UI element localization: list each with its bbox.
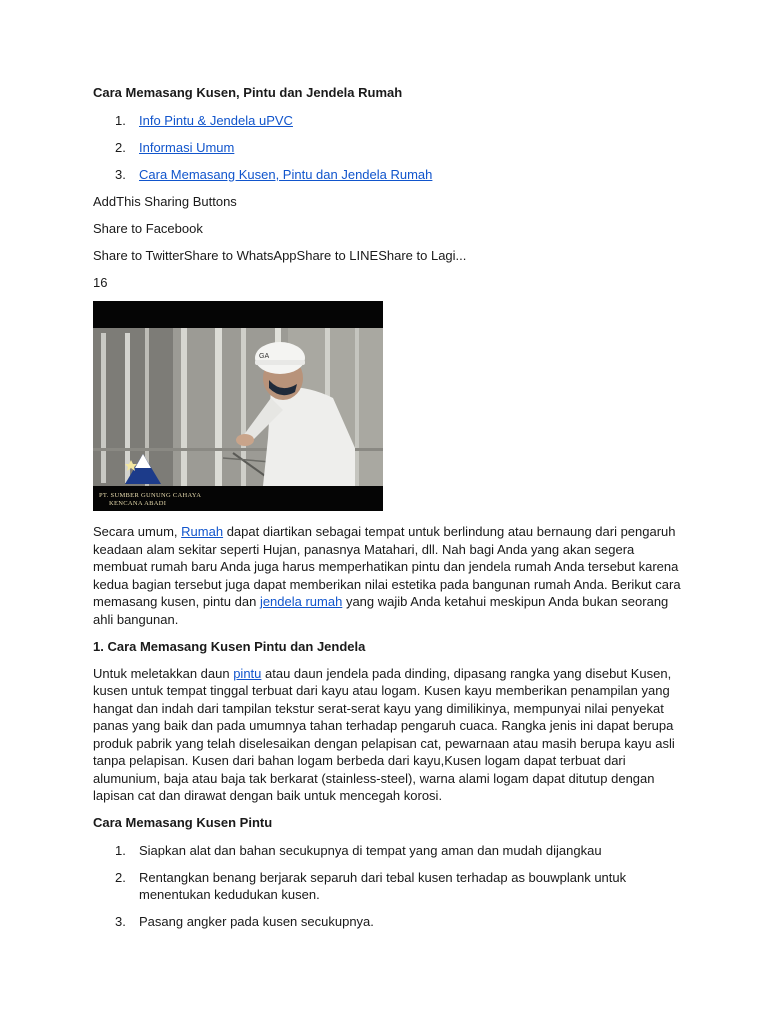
section-heading-2: Cara Memasang Kusen Pintu (93, 815, 273, 830)
intro-text: yang wajib Anda ketahui meskipun Anda bukan seorang ahli bangunan. (93, 594, 669, 627)
toc-link-informasi-umum[interactable]: Informasi Umum (139, 139, 235, 155)
step-text: Rentangkan benang berjarak separuh dari tebal kusen terhadap as bouwplank untuk menentukan kedudukan kusen. (139, 869, 627, 902)
company-name-line2: KENCANA ABADI (109, 500, 167, 507)
toc-item-number: 3. (115, 166, 126, 182)
document-content (93, 84, 683, 931)
sharing-heading: AddThis Sharing Buttons (93, 193, 237, 209)
step-text: Siapkan alat dan bahan secukupnya di tempat yang aman dan mudah dijangkau (139, 842, 602, 858)
company-logo-icon (123, 450, 163, 486)
intro-text: dapat diartikan sebagai tempat untuk berlindung atau bernaung dari pengaruh keadaan alam sekitar seperti Hujan, panasnya Matahari, dll. Nah bagi Anda yang akan segera membuat rumah baru Anda juga harus memperhatikan pintu dan jendela rumah Anda tersebut karena kedua bagian tersebut juga dapat memberikan nilai estetika pada bangunan rumah Anda. Berikut cara memasang kusen, pintu dan (93, 524, 681, 609)
toc-link-upvc[interactable]: Info Pintu & Jendela uPVC (139, 112, 293, 128)
section1-text: atau daun jendela pada dinding, dipasang rangka yang disebut Kusen, kusen untuk tempat tinggal terbuat dari kayu atau logam. Kusen kayu memberikan penampilan yang hangat dan indah dari tampilan tekstur serat-serat kayu yang dimilikinya, mempunyai nilai penyekat panas yang baik dan pada umumnya tahan terhadap pengaruh cuaca. Rangka jenis ini dapat berupa produk pabrik yang telah diselesaikan dengan pelapisan cat, pewarnaan atau masih berupa kayu asli tanpa pelapisan. Kusen dari bahan logam berbeda dari kayu,Kusen logam dapat terbuat dari alumunium, baja atau baja tak berkarat (stainless-steel), warna alami logam dapat ditutup dengan lapisan cat dan dirawat dengan baik untuk mencegah korosi. (93, 665, 675, 803)
section1-text: Untuk meletakkan daun (93, 665, 234, 681)
toc-item (93, 166, 683, 184)
company-logo-text (99, 492, 201, 508)
share-links-row (93, 247, 683, 265)
share-count: 16 (93, 274, 108, 290)
photo-scene (93, 328, 383, 486)
steps-list (93, 842, 683, 931)
step-number: 1. (115, 842, 126, 858)
step-item (93, 842, 683, 860)
toc-list (93, 112, 683, 184)
share-more-link[interactable]: Share to Lagi... (378, 247, 467, 263)
share-twitter-link[interactable]: Share to Twitter (93, 247, 184, 263)
step-number: 3. (115, 914, 126, 929)
share-whatsapp-link[interactable]: Share to WhatsApp (183, 247, 297, 263)
section1-paragraph (93, 665, 683, 805)
article-photo (93, 301, 383, 511)
link-pintu[interactable]: pintu (233, 665, 262, 681)
share-line-link[interactable]: Share to LINE (296, 247, 379, 263)
company-name-line1: PT. SUMBER GUNUNG CAHAYA (99, 492, 202, 499)
intro-text: Secara umum, (93, 524, 182, 539)
share-facebook-link[interactable]: Share to Facebook (93, 220, 203, 236)
step-text: Pasang angker pada kusen secukupnya. (139, 914, 374, 929)
helmet-badge: GA (259, 353, 270, 360)
toc-item (93, 139, 683, 157)
link-rumah[interactable]: Rumah (181, 524, 224, 539)
page-title: Cara Memasang Kusen, Pintu dan Jendela Rumah (93, 85, 403, 100)
intro-paragraph (93, 523, 683, 628)
step-number: 2. (115, 869, 126, 885)
toc-link-cara-memasang[interactable]: Cara Memasang Kusen, Pintu dan Jendela Rumah (139, 166, 433, 182)
photo-top-band (93, 301, 383, 328)
section-heading-1: 1. Cara Memasang Kusen Pintu dan Jendela (93, 638, 366, 654)
share-facebook-row (93, 220, 683, 238)
toc-item (93, 112, 683, 130)
link-jendela-rumah[interactable]: jendela rumah (259, 594, 343, 609)
step-item (93, 869, 683, 904)
step-item (93, 913, 683, 931)
toc-item-number: 1. (115, 112, 126, 128)
toc-item-number: 2. (115, 139, 126, 155)
